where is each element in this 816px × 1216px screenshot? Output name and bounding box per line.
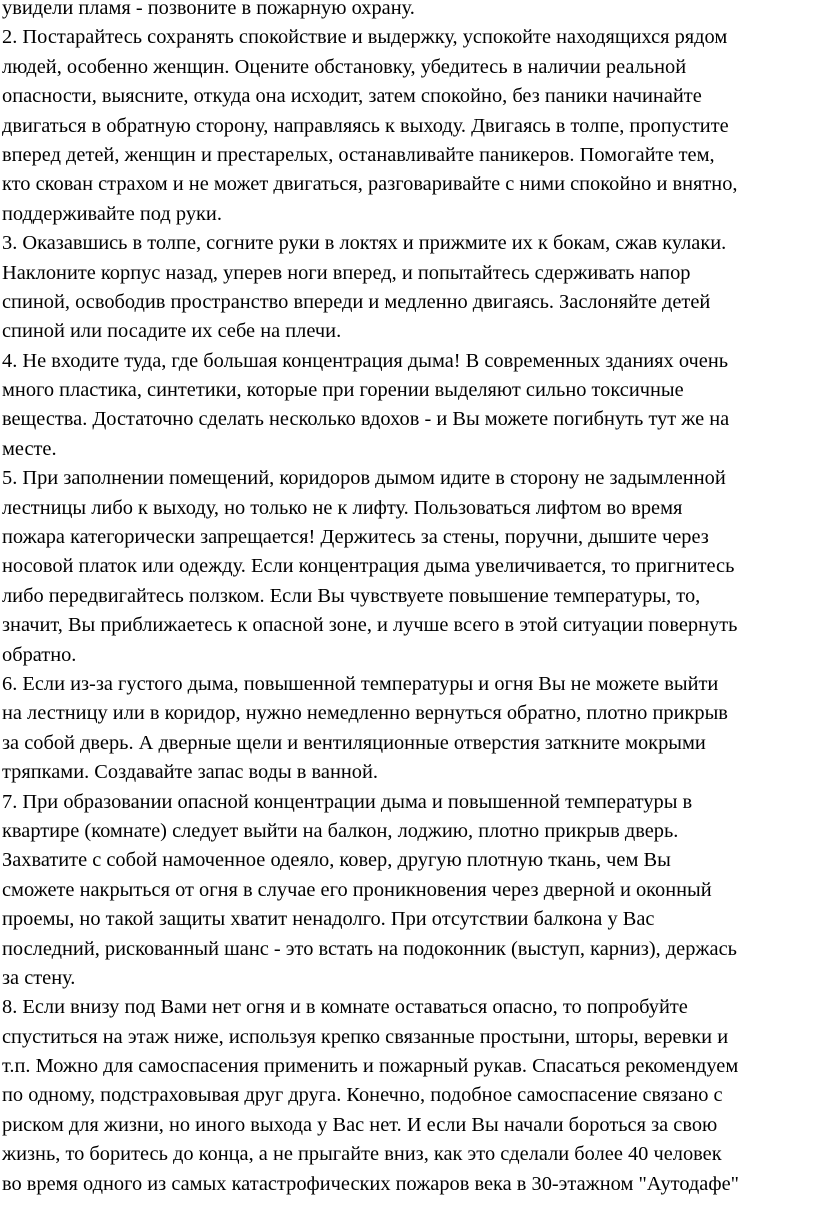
text-line: проемы, но такой защиты хватит ненадолго. При отсутствии балкона у Вас xyxy=(2,908,655,931)
text-line: 3. Оказавшись в толпе, согните руки в локтях и прижмите их к бокам, сжав кулаки. xyxy=(2,232,727,255)
text-line: обратно. xyxy=(2,643,77,666)
text-line: месте. xyxy=(2,437,57,460)
text-line: 7. При образовании опасной концентрации дыма и повышенной температуры в xyxy=(2,790,693,813)
text-line: 6. Если из-за густого дыма, повышенной температуры и огня Вы не можете выйти xyxy=(2,672,719,695)
text-line: 4. Не входите туда, где большая концентрация дыма! В современных зданиях очень xyxy=(2,349,729,372)
text-line: вещества. Достаточно сделать несколько вдохов - и Вы можете погибнуть тут же на xyxy=(2,408,730,431)
text-line: сможете накрыться от огня в случае его проникновения через дверной и оконный xyxy=(2,878,712,901)
text-line: спиной, освободив пространство впереди и медленно двигаясь. Заслоняйте детей xyxy=(2,290,711,313)
text-line: спиной или посадите их себе на плечи. xyxy=(2,320,342,343)
text-line: 5. При заполнении помещений, коридоров дымом идите в сторону не задымленной xyxy=(2,467,726,490)
document-body-text xyxy=(2,0,816,1199)
text-line: носовой платок или одежду. Если концентрация дыма увеличивается, то пригнитесь xyxy=(2,555,735,578)
text-line: риском для жизни, но иного выхода у Вас нет. И если Вы начали бороться за свою xyxy=(2,1113,718,1136)
text-line: кто скован страхом и не может двигаться, разговаривайте с ними спокойно и внятно, xyxy=(2,173,738,196)
text-line: Захватите с собой намоченное одеяло, ковер, другую плотную ткань, чем Вы xyxy=(2,849,671,872)
text-line: двигаться в обратную сторону, направляясь к выходу. Двигаясь в толпе, пропустите xyxy=(2,114,729,137)
text-line: по одному, подстраховывая друг друга. Конечно, подобное самоспасение связано с xyxy=(2,1084,723,1107)
text-line: либо передвигайтесь ползком. Если Вы чувствуете повышение температуры, то, xyxy=(2,584,701,607)
text-line: тряпками. Создавайте запас воды в ванной. xyxy=(2,761,378,784)
text-line: лестницы либо к выходу, но только не к лифту. Пользоваться лифтом во время xyxy=(2,496,683,519)
text-line: вперед детей, женщин и престарелых, останавливайте паникеров. Помогайте тем, xyxy=(2,143,715,166)
text-line: пожара категорически запрещается! Держитесь за стены, поручни, дышите через xyxy=(2,526,709,549)
text-line: много пластика, синтетики, которые при горении выделяют сильно токсичные xyxy=(2,379,684,402)
text-line: за стену. xyxy=(2,966,76,989)
text-line: поддерживайте под руки. xyxy=(2,202,222,225)
text-line: 8. Если внизу под Вами нет огня и в комнате оставаться опасно, то попробуйте xyxy=(2,996,688,1019)
text-line: Наклоните корпус назад, уперев ноги вперед, и попытайтесь сдерживать напор xyxy=(2,261,691,284)
text-line: значит, Вы приближаетесь к опасной зоне, и лучше всего в этой ситуации повернуть xyxy=(2,614,738,637)
text-line: последний, рискованный шанс - это встать на подоконник (выступ, карниз), держась xyxy=(2,937,737,960)
text-line: 2. Постарайтесь сохранять спокойствие и выдержку, успокойте находящихся рядом xyxy=(2,26,728,49)
text-line: во время одного из самых катастрофических пожаров века в 30-этажном "Аутодафе" xyxy=(2,1172,739,1195)
text-line: квартире (комнате) следует выйти на балкон, лоджию, плотно прикрыв дверь. xyxy=(2,819,679,842)
text-line: жизнь, то боритесь до конца, а не прыгайте вниз, как это сделали более 40 человек xyxy=(2,1143,722,1166)
text-line: увидели пламя - позвоните в пожарную охрану. xyxy=(2,0,415,19)
text-line: т.п. Можно для самоспасения применить и пожарный рукав. Спасаться рекомендуем xyxy=(2,1055,739,1078)
text-line: спуститься на этаж ниже, используя крепко связанные простыни, шторы, веревки и xyxy=(2,1025,729,1048)
text-line: за собой дверь. А дверные щели и вентиляционные отверстия заткните мокрыми xyxy=(2,731,706,754)
text-line: опасности, выясните, откуда она исходит, затем спокойно, без паники начинайте xyxy=(2,85,702,108)
text-line: людей, особенно женщин. Оцените обстановку, убедитесь в наличии реальной xyxy=(2,55,687,78)
text-line: на лестницу или в коридор, нужно немедленно вернуться обратно, плотно прикрыв xyxy=(2,702,728,725)
